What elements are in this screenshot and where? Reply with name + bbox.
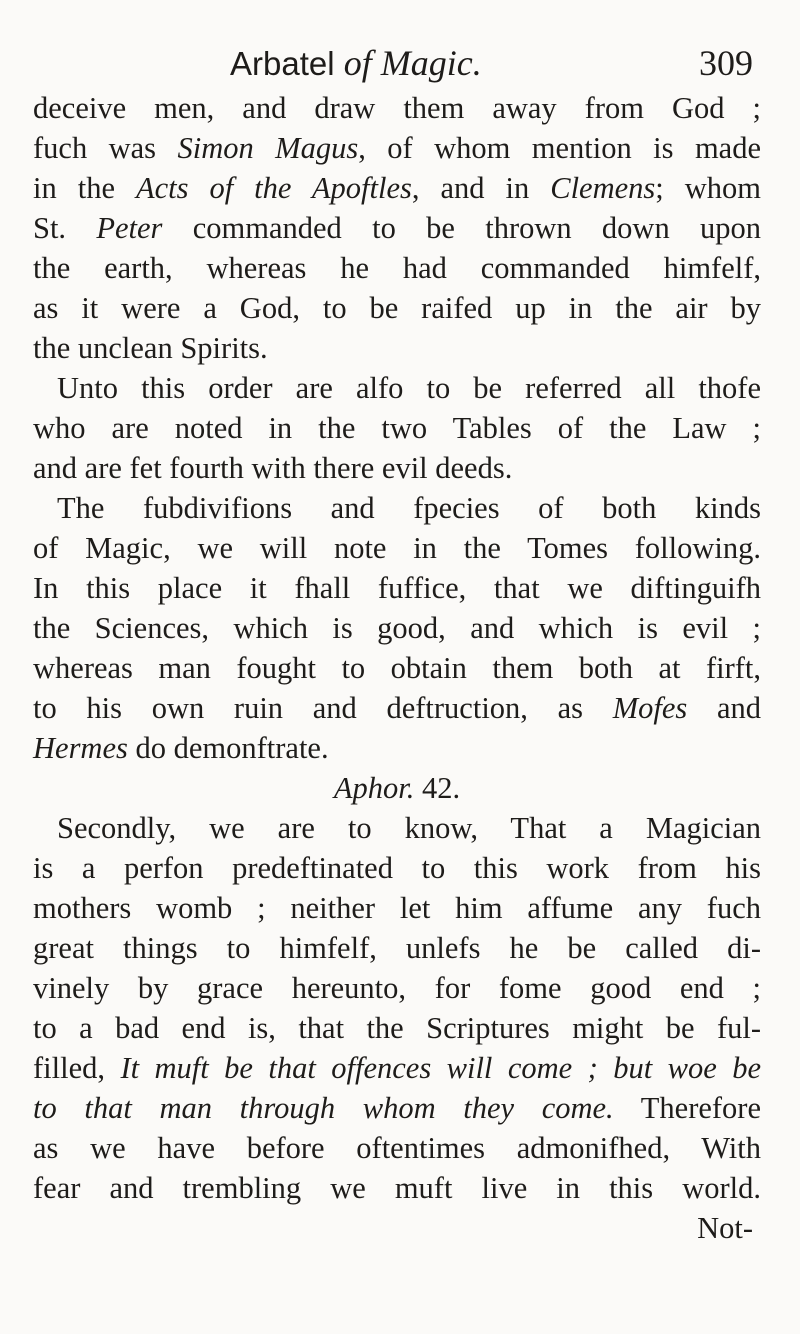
text-line [33, 1208, 761, 1248]
text-line [33, 168, 761, 208]
text-line [33, 408, 761, 448]
text-segment: as it were a God, to be raifed up in the air by [33, 291, 761, 325]
text-line [33, 88, 761, 128]
text-segment: fuch was [33, 131, 178, 165]
text-segment: 42. [414, 771, 461, 805]
text-line [33, 888, 761, 928]
text-line [33, 768, 761, 808]
text-line [33, 1128, 761, 1168]
text-line [33, 568, 761, 608]
text-line [33, 208, 761, 248]
text-segment: deceive men, and draw them away from God ; [33, 91, 761, 125]
text-segment: great things to himfelf, unlefs he be called di- [33, 931, 761, 965]
text-segment: Not- [697, 1211, 753, 1245]
running-head-plain: Arbatel [230, 45, 344, 82]
text-segment: In this place it fhall fuffice, that we diftinguifh [33, 571, 761, 605]
italic-text-segment: Acts of the Apoftles [135, 171, 412, 205]
text-line [33, 368, 761, 408]
text-line [33, 608, 761, 648]
text-line [33, 728, 761, 768]
text-line [33, 328, 761, 368]
text-line [33, 248, 761, 288]
text-segment: of Magic, we will note in the Tomes following. [33, 531, 761, 565]
text-segment: , of whom mention is made [358, 131, 761, 165]
text-line [33, 808, 761, 848]
text-segment: The fubdivifions and fpecies of both kinds [57, 491, 761, 525]
text-segment: to his own ruin and deftruction, as [33, 691, 613, 725]
text-line [33, 288, 761, 328]
text-segment: is a perfon predeftinated to this work from his [33, 851, 761, 885]
text-line [33, 128, 761, 168]
text-segment: who are noted in the two Tables of the Law ; [33, 411, 761, 445]
text-segment: as we have before oftentimes admonifhed, With [33, 1131, 761, 1165]
text-line [33, 488, 761, 528]
running-head [230, 38, 482, 89]
text-line [33, 848, 761, 888]
page-header [33, 38, 761, 88]
text-segment: mothers womb ; neither let him affume any fuch [33, 891, 761, 925]
italic-text-segment: Mofes [612, 691, 688, 725]
text-line [33, 528, 761, 568]
page-number: 309 [699, 43, 753, 83]
italic-text-segment: Clemens [550, 171, 656, 205]
text-segment: St. [33, 211, 97, 245]
italic-text-segment: Peter [96, 211, 163, 245]
text-segment: to a bad end is, that the Scriptures might be ful- [33, 1011, 761, 1045]
italic-text-segment: Hermes [33, 731, 128, 765]
text-segment: and are fet fourth with there evil deeds. [33, 451, 513, 485]
text-segment: do demonftrate. [127, 731, 329, 765]
text-segment: and [687, 691, 761, 725]
body-text [33, 88, 761, 1248]
text-segment: commanded to be thrown down upon [162, 211, 761, 245]
text-segment: whereas man fought to obtain them both at firft, [33, 651, 761, 685]
text-line [33, 1008, 761, 1048]
text-line [33, 968, 761, 1008]
text-segment: ; whom [655, 171, 761, 205]
text-segment: the earth, whereas he had commanded himfelf, [33, 251, 761, 285]
book-page [33, 38, 761, 1248]
text-segment: , and in [411, 171, 551, 205]
running-head-italic: of Magic. [343, 43, 482, 83]
text-segment: fear and trembling we muft live in this world. [33, 1171, 761, 1205]
text-line [33, 1168, 761, 1208]
text-line [33, 648, 761, 688]
text-segment: Therefore [613, 1091, 761, 1125]
text-segment: in the [33, 171, 136, 205]
text-segment: filled, [33, 1051, 121, 1085]
text-line [33, 1048, 761, 1088]
text-line [33, 448, 761, 488]
italic-text-segment: to that man through whom they come. [33, 1091, 614, 1125]
text-segment: Unto this order are alfo to be referred all thofe [57, 371, 761, 405]
italic-text-segment: It muft be that offences will come ; but woe be [120, 1051, 761, 1085]
italic-text-segment: Simon Magus [177, 131, 359, 165]
text-line [33, 1088, 761, 1128]
text-line [33, 688, 761, 728]
text-segment: the unclean Spirits. [33, 331, 268, 365]
text-segment: the Sciences, which is good, and which is evil ; [33, 611, 761, 645]
italic-text-segment: Aphor. [333, 771, 415, 805]
text-segment: Secondly, we are to know, That a Magician [57, 811, 761, 845]
text-segment: vinely by grace hereunto, for fome good end ; [33, 971, 761, 1005]
text-line [33, 928, 761, 968]
